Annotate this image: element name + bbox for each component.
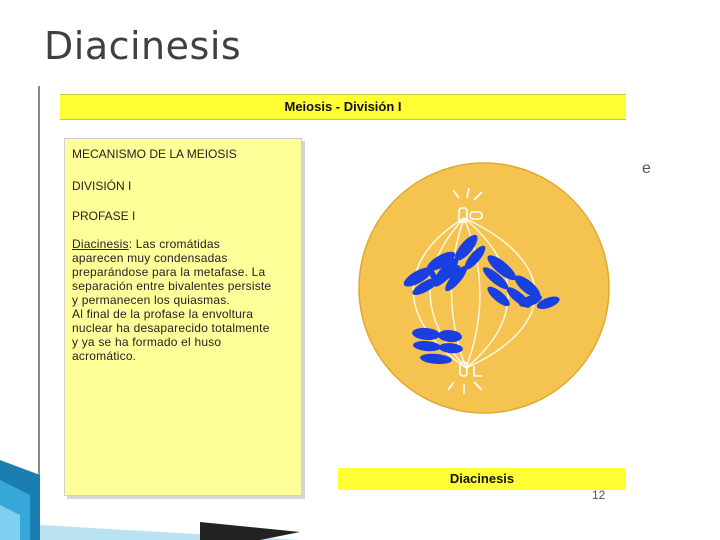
cell-body: [359, 163, 609, 413]
decorative-swoosh: [0, 440, 720, 540]
description-line: preparándose para la metafase. La: [72, 265, 266, 279]
mechanism-heading: MECANISMO DE LA MEIOSIS: [72, 147, 237, 161]
cell-illustration: [356, 160, 612, 416]
description-line: y ya se ha formado el huso: [72, 335, 222, 349]
header-bar: Meiosis - División I: [60, 94, 626, 120]
description-line: : Las cromátidas: [128, 237, 220, 251]
division-heading: DIVISIÓN I: [72, 179, 132, 193]
description-line: aparecen muy condensadas: [72, 251, 228, 265]
slide-title: Diacinesis: [44, 24, 242, 68]
figure-label: Diacinesis: [338, 468, 626, 490]
cropped-text-fragment: e: [642, 160, 651, 177]
term-diacinesis: Diacinesis: [72, 237, 129, 251]
description-line: acromático.: [72, 349, 137, 363]
page-number: 12: [592, 488, 606, 502]
description-line: nuclear ha desaparecido totalmente: [72, 321, 270, 335]
description-paragraph: [72, 237, 295, 363]
prophase-heading: PROFASE I: [72, 209, 136, 223]
description-line: separación entre bivalentes persiste: [72, 279, 272, 293]
description-line: y permanecen los quiasmas.: [72, 293, 230, 307]
description-line: Al final de la profase la envoltura: [72, 307, 254, 321]
